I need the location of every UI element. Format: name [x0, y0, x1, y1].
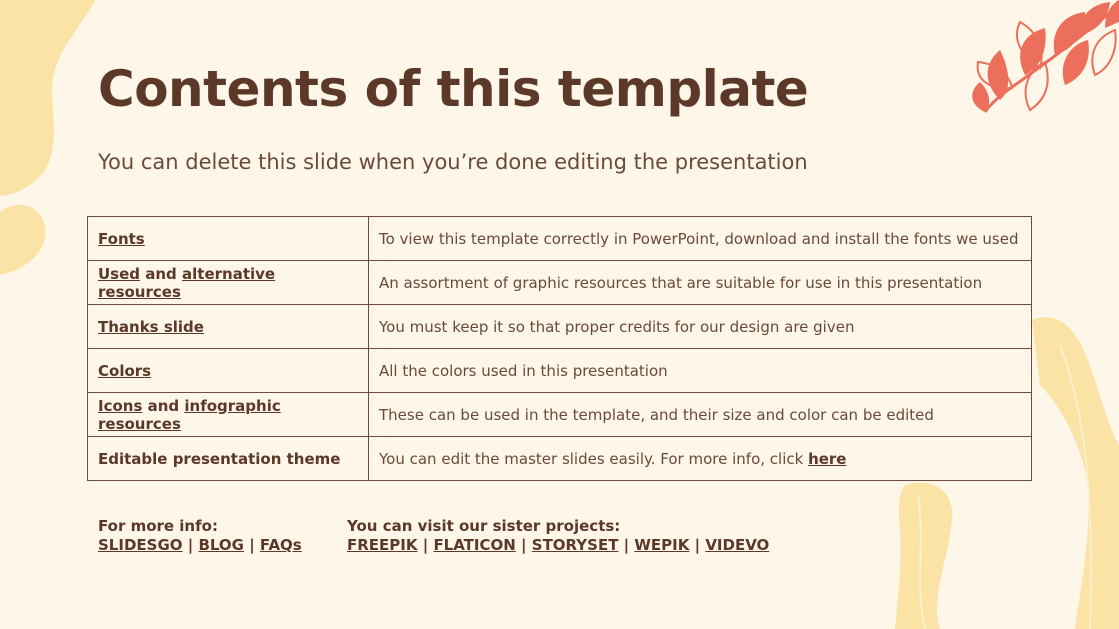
cell-text: To view this template correctly in PowerPoint, download and install the fonts we used — [379, 229, 1019, 248]
link-alternative-resources[interactable]: alternative resources — [98, 264, 276, 301]
link-here[interactable]: here — [808, 449, 847, 468]
link-fonts[interactable]: Fonts — [98, 229, 145, 248]
footer-link-wepik[interactable]: WEPIK — [634, 536, 690, 554]
footer-link-storyset[interactable]: STORYSET — [531, 536, 619, 554]
cell-text: These can be used in the template, and their size and color can be edited — [379, 405, 934, 424]
table-row — [88, 393, 1032, 437]
table-cell-description — [369, 393, 1032, 437]
link-icons[interactable]: Icons — [98, 396, 143, 415]
table-cell-description — [369, 261, 1032, 305]
table-row — [88, 349, 1032, 393]
cell-text: All the colors used in this presentation — [379, 361, 668, 380]
footer-link-slidesgo[interactable]: SLIDESGO — [98, 536, 183, 554]
footer-sister-projects — [347, 517, 769, 555]
footer-link-flaticon[interactable]: FLATICON — [433, 536, 516, 554]
link-separator: | — [515, 536, 532, 554]
page-subtitle: You can delete this slide when you’re done editing the presentation — [98, 150, 808, 174]
blob-top-left — [0, 0, 95, 196]
table-cell-description — [369, 349, 1032, 393]
table-row — [88, 261, 1032, 305]
table-cell-topic — [88, 393, 369, 437]
link-separator: | — [618, 536, 635, 554]
table-cell-topic — [88, 217, 369, 261]
cell-text: An assortment of graphic resources that are suitable for use in this presentation — [379, 273, 983, 292]
link-separator: | — [182, 536, 199, 554]
table-cell-description — [369, 217, 1032, 261]
brush-stroke-right — [1032, 317, 1119, 629]
table-cell-topic — [88, 437, 369, 481]
page-title: Contents of this template — [98, 60, 809, 118]
link-separator: | — [417, 536, 434, 554]
brush-stroke-bottom — [895, 483, 952, 629]
link-used[interactable]: Used — [98, 264, 141, 283]
link-colors[interactable]: Colors — [98, 361, 152, 380]
cell-text: and — [140, 264, 183, 283]
table-cell-topic — [88, 349, 369, 393]
cell-text: Editable presentation theme — [98, 449, 341, 468]
table-cell-topic — [88, 261, 369, 305]
cell-text: You must keep it so that proper credits for our design are given — [379, 317, 855, 336]
link-thanks-slide[interactable]: Thanks slide — [98, 317, 204, 336]
table-row — [88, 217, 1032, 261]
footer-link-freepik[interactable]: FREEPIK — [347, 536, 418, 554]
link-infographic-resources[interactable]: infographic resources — [98, 396, 281, 433]
table-cell-description — [369, 305, 1032, 349]
footer-link-blog[interactable]: BLOG — [198, 536, 244, 554]
table-cell-description — [369, 437, 1032, 481]
cell-text: and — [142, 396, 185, 415]
table-row — [88, 437, 1032, 481]
footer-link-videvo[interactable]: VIDEVO — [705, 536, 770, 554]
more-info-links — [98, 536, 302, 555]
more-info-label: For more info: — [98, 517, 218, 535]
cell-text: You can edit the master slides easily. For more info, click — [379, 449, 809, 468]
footer-more-info — [98, 517, 302, 555]
footer-link-faqs[interactable]: FAQs — [259, 536, 302, 554]
sister-projects-links — [347, 536, 769, 555]
table-cell-topic — [88, 305, 369, 349]
link-separator: | — [689, 536, 706, 554]
leaf-branch-icon — [972, 0, 1119, 112]
sister-projects-label: You can visit our sister projects: — [347, 517, 621, 535]
table-row — [88, 305, 1032, 349]
link-separator: | — [243, 536, 260, 554]
contents-table — [87, 216, 1032, 481]
blob-left — [0, 205, 45, 275]
